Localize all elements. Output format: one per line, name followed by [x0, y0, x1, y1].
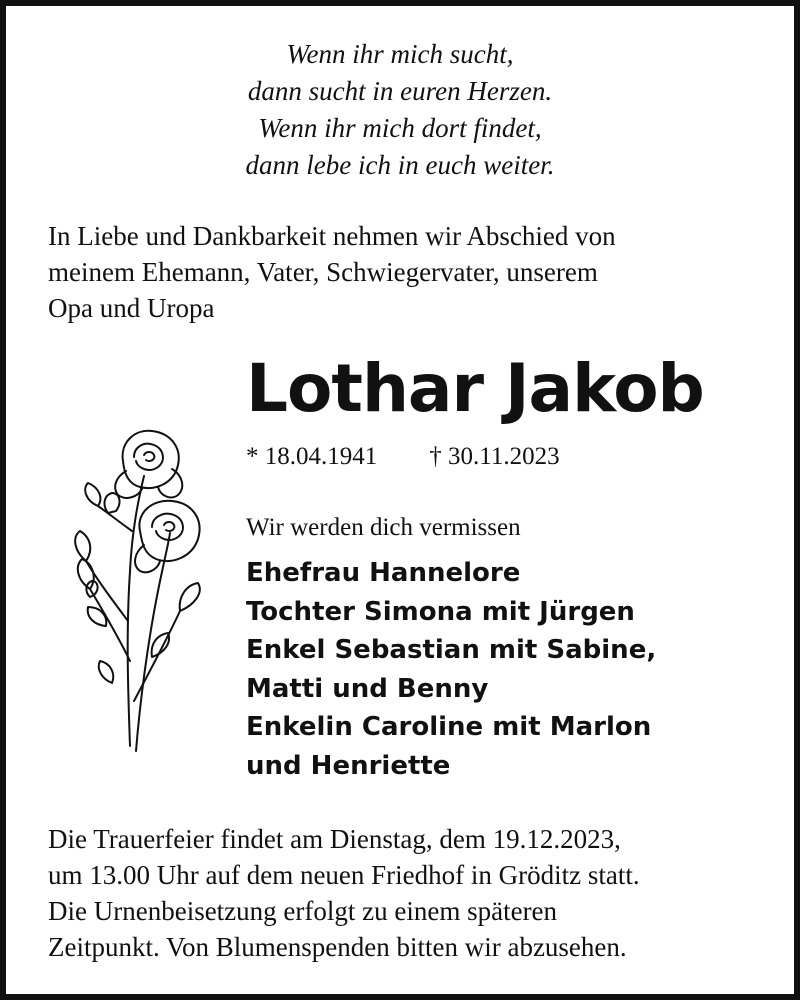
mourner-line: Enkelin Caroline mit Marlon: [246, 712, 652, 742]
poem-line: dann sucht in euren Herzen.: [247, 76, 553, 106]
funeral-info: [48, 821, 764, 965]
mourner-line: Ehefrau Hannelore: [246, 558, 521, 588]
mourners-heading: Wir werden dich vermissen: [246, 514, 521, 541]
deceased-name: Lothar Jakob: [246, 350, 704, 427]
poem-line: Wenn ihr mich sucht,: [286, 39, 514, 69]
poem-line: dann lebe ich in euch weiter.: [245, 150, 555, 180]
mourner-line: und Henriette: [246, 750, 451, 781]
poem: [6, 36, 794, 184]
birth-date: * 18.04.1941: [246, 443, 378, 470]
mourners-list: [246, 554, 656, 785]
funeral-line: Die Urnenbeisetzung erfolgt zu einem späteren: [48, 896, 558, 926]
intro-line: meinem Ehemann, Vater, Schwiegervater, unserem: [48, 257, 598, 287]
death-date: † 30.11.2023: [429, 443, 560, 470]
intro-line: Opa und Uropa: [48, 293, 215, 323]
mourner-line: Matti und Benny: [246, 673, 489, 704]
life-dates: [246, 440, 560, 474]
intro-line: In Liebe und Dankbarkeit nehmen wir Abschied von: [48, 221, 616, 251]
poem-line: Wenn ihr mich dort findet,: [258, 113, 542, 143]
mourner-line: Enkel Sebastian mit Sabine,: [246, 635, 657, 665]
funeral-line: Zeitpunkt. Von Blumenspenden bitten wir abzusehen.: [48, 932, 627, 962]
funeral-line: um 13.00 Uhr auf dem neuen Friedhof in Gröditz statt.: [48, 860, 640, 890]
mourner-line: Tochter Simona mit Jürgen: [246, 596, 635, 627]
funeral-line: Die Trauerfeier findet am Dienstag, dem 19.12.2023,: [48, 824, 621, 854]
rose-icon: [68, 421, 218, 756]
intro-text: [48, 218, 764, 326]
